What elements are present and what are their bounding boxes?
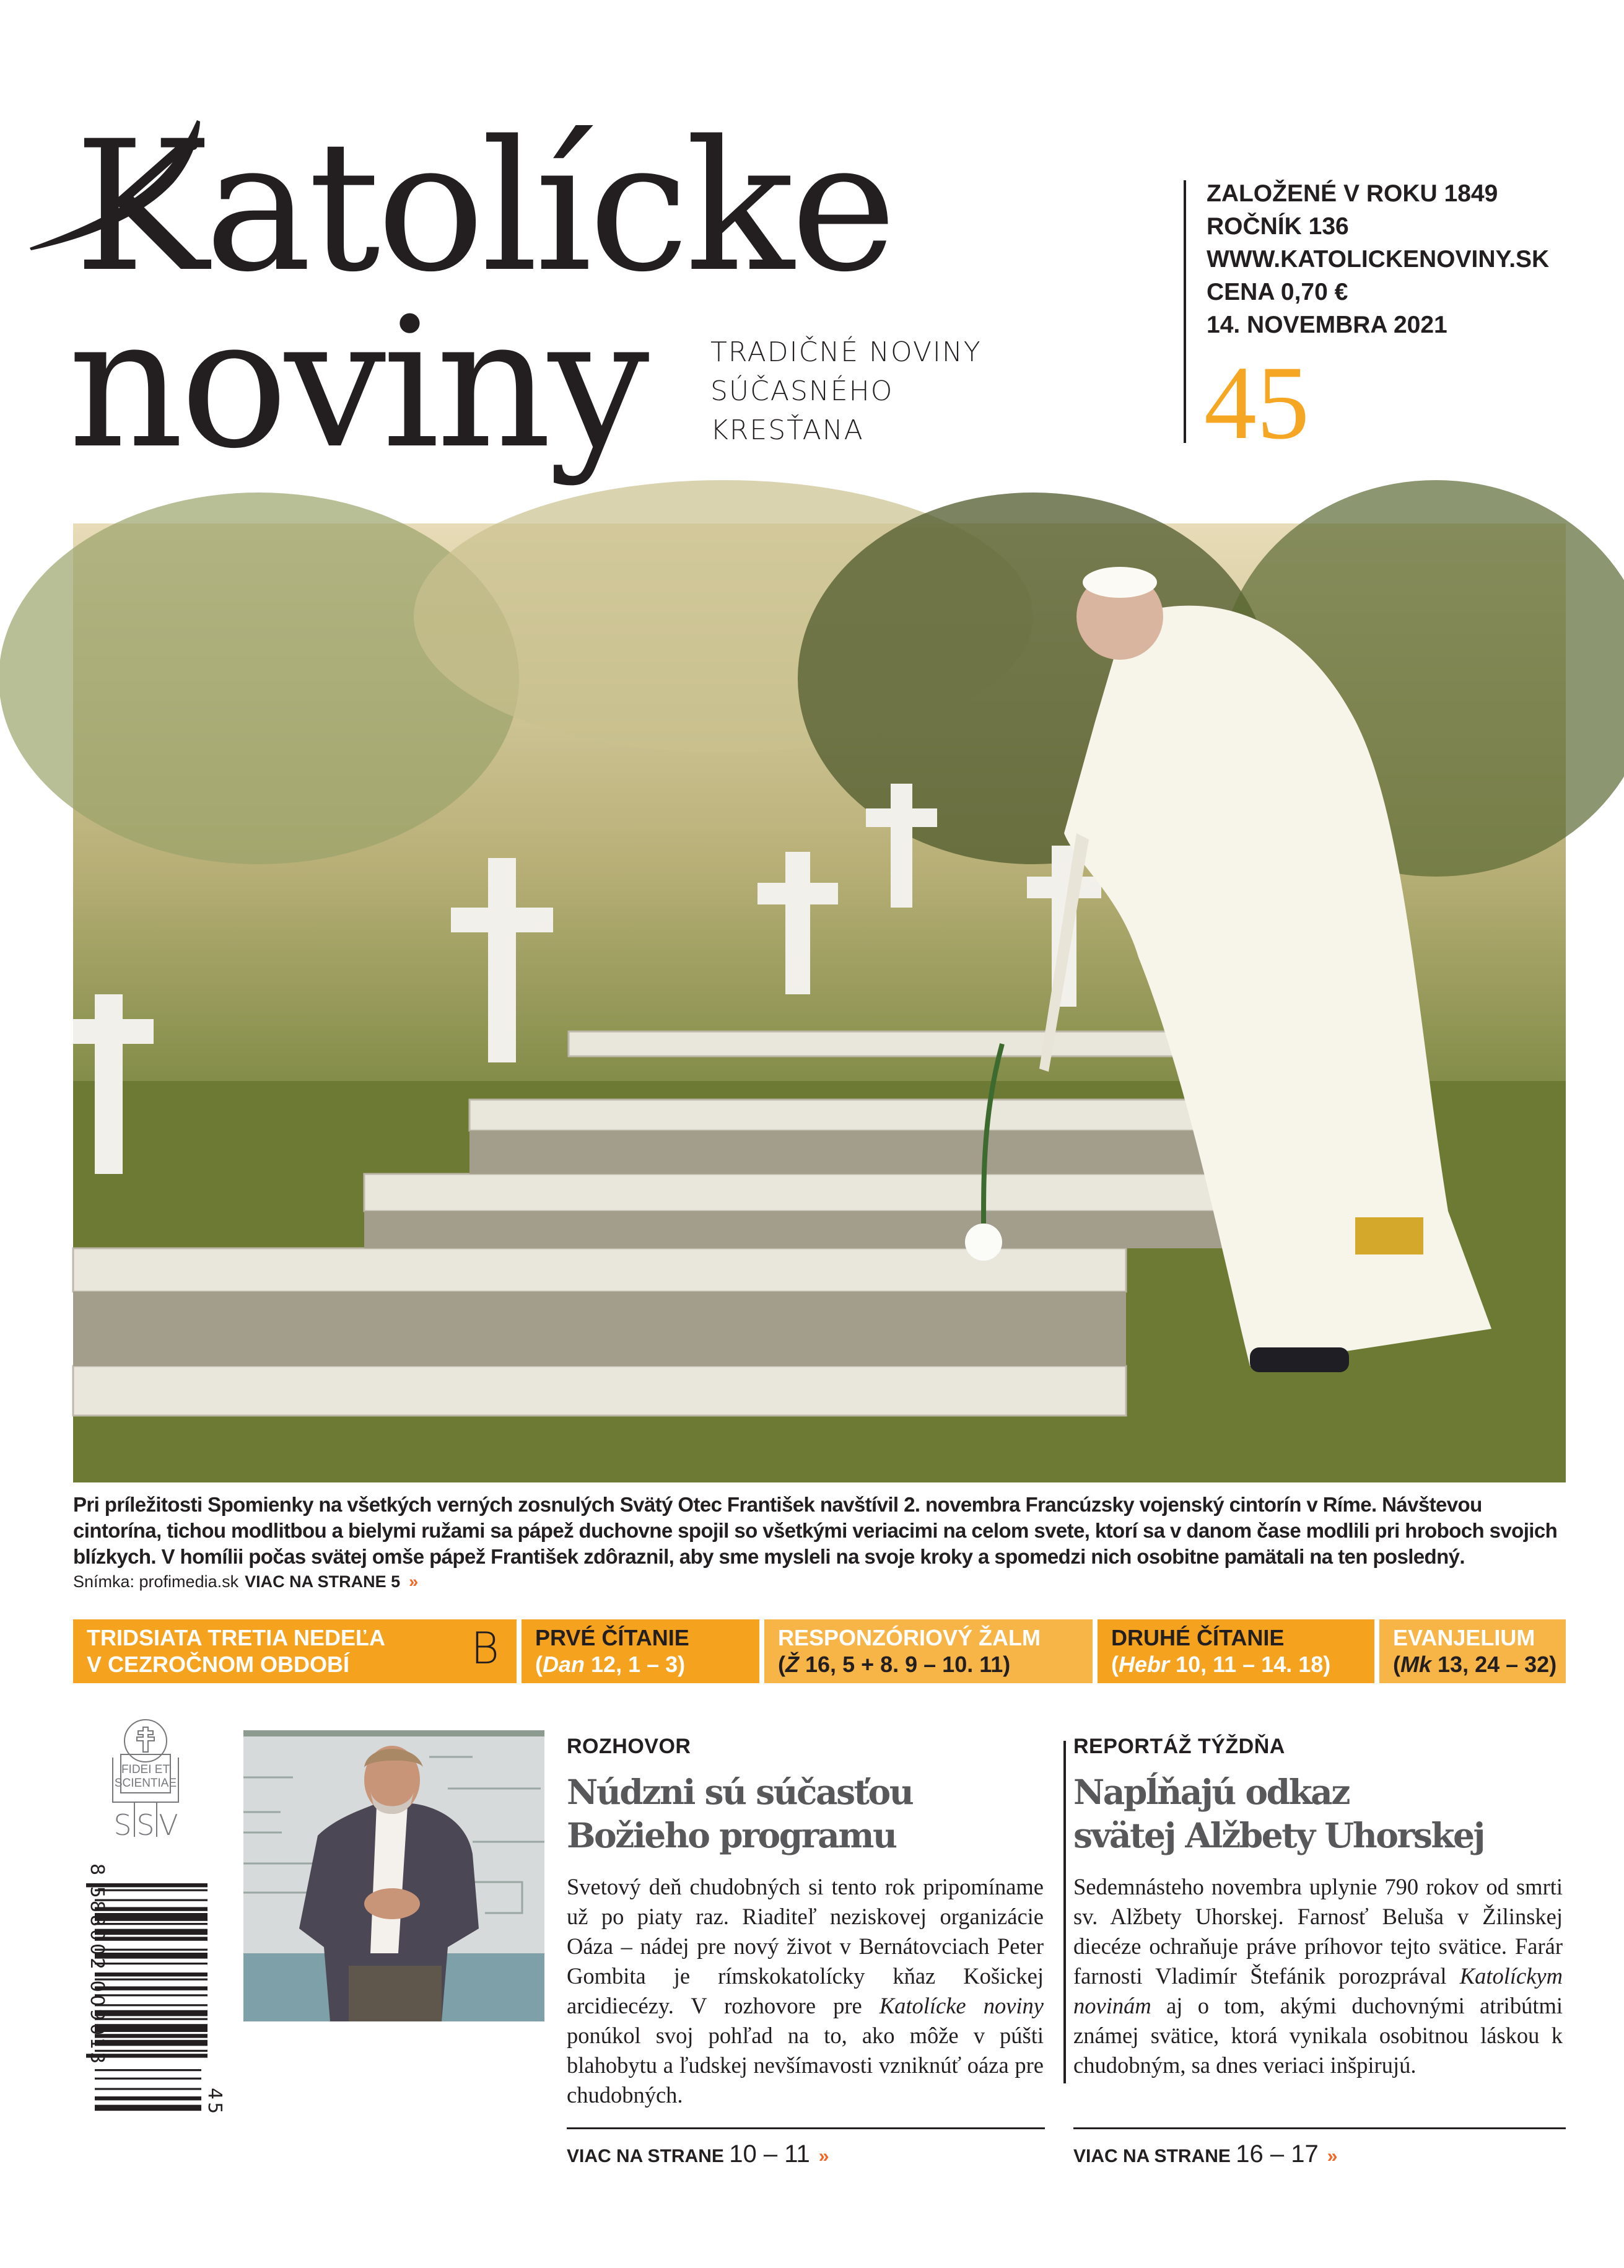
volume-number: ROČNÍK 136 (1207, 213, 1349, 240)
photo-credit-line (73, 1572, 414, 1592)
photo-credit: Snímka: profimedia.sk (73, 1572, 239, 1591)
reading-first (522, 1619, 759, 1683)
sunday-line2: V CEZROČNOM OBDOBÍ (87, 1652, 350, 1677)
interview-photo-illustration (243, 1730, 544, 2021)
barcode-bar (95, 1949, 207, 1951)
masthead-title-line2: noviny (68, 279, 646, 488)
barcode-bar (95, 1923, 207, 1925)
barcode-bar (95, 1986, 207, 1990)
column-divider (1063, 1741, 1066, 2083)
ssv-publisher-logo (102, 1717, 189, 1841)
article-headline[interactable] (1073, 1771, 1563, 1857)
cover-photo (73, 523, 1566, 1482)
logo-letter: S (136, 1808, 155, 1842)
barcode (77, 1859, 225, 2143)
article-more-link[interactable]: VIAC NA STRANE 16 – 17 » (1073, 2140, 1334, 2168)
barcode-bar (95, 2040, 207, 2046)
barcode-bar (95, 1963, 207, 1964)
info-divider (1184, 180, 1186, 443)
logo-letter: S (113, 1808, 132, 1842)
barcode-bar (95, 1889, 207, 1891)
article-more-link[interactable]: VIAC NA STRANE 10 – 11 » (567, 2140, 826, 2168)
article-headline[interactable] (567, 1771, 1050, 1857)
cover-caption: Pri príležitosti Spomienky na všetkých verných zosnulých Svätý Otec František navštívil 2. novembra Francúzsky vojenský cintorín v Ríme. Návštevou cintorína, tichou modlitbou a bielymi ružami sa pápež duchovne spojil so všetkými veriacimi na celom svete, ktorí sa v danom čase modlili pri hroboch svojich blízkych. V homílii počas svätej omše pápež František zdôraznil, aby sme mysleli na svoje kroky a spomedzi nich osobitne pamätali na ten posledný. (73, 1493, 1558, 1568)
barcode-addon-bar (95, 2078, 201, 2080)
chevron-right-icon: » (1327, 2146, 1334, 2166)
liturgical-cycle: B (471, 1623, 499, 1674)
barcode-addon: 45 (204, 2088, 225, 2117)
cover-more-link[interactable]: VIAC NA STRANE 5 (245, 1572, 401, 1591)
barcode-bar (95, 1972, 207, 1976)
barcode-bar (95, 1937, 207, 1940)
headline-line: Núdzni sú súčasťou (567, 1772, 913, 1812)
founded-year: ZALOŽENÉ V ROKU 1849 (1207, 180, 1498, 207)
reading-psalm (764, 1619, 1093, 1683)
chevron-right-icon: » (409, 1572, 415, 1591)
reading-title: RESPONZÓRIOVÝ ŽALM (778, 1625, 1041, 1650)
headline-line: svätej Alžbety Uhorskej (1073, 1815, 1484, 1855)
barcode-addon-bar (95, 2096, 201, 2100)
barcode-bar (95, 2034, 207, 2038)
reading-reference: (Mk 13, 24 – 32) (1393, 1652, 1557, 1677)
headline-line: Napĺňajú odkaz (1073, 1772, 1350, 1812)
issue-info (1207, 177, 1549, 341)
barcode-bar (95, 2024, 207, 2032)
barcode-bar (95, 2050, 207, 2052)
article-kicker: REPORTÁŽ TÝŽDŇA (1073, 1735, 1285, 1758)
barcode-bar (95, 1953, 207, 1959)
barcode-bar (95, 1929, 207, 1935)
liturgy-sunday (73, 1619, 517, 1683)
barcode-bar (95, 2004, 207, 2006)
barcode-bar (95, 1907, 207, 1911)
reading-title: DRUHÉ ČÍTANIE (1111, 1625, 1285, 1650)
reading-gospel (1379, 1619, 1566, 1683)
reading-title: PRVÉ ČÍTANIE (535, 1625, 689, 1650)
barcode-digits: 8 588002 009013 (86, 1863, 108, 2067)
barcode-bar (95, 1913, 207, 1921)
barcode-bar (95, 1899, 207, 1901)
article-kicker: ROZHOVOR (567, 1735, 691, 1758)
tagline-line: KRESŤANA (710, 414, 864, 446)
logo-motto-line: FIDEI ET (121, 1763, 170, 1776)
logo-letter: V (159, 1808, 178, 1842)
reading-second (1098, 1619, 1374, 1683)
price: CENA 0,70 € (1207, 279, 1348, 305)
masthead-tagline (710, 333, 982, 450)
article-body: Svetový deň chudobných si tento rok pripomíname už po piaty raz. Riaditeľ neziskovej organizácie Oáza – nádej pre nový život v Bernátovciach Peter Gombita je rímskokatolícky kňaz Košickej arcidiecézy. V rozhovore pre Katolícke noviny ponúkol svoj pohľad na to, ako môže v púšti blahobytu a ľudskej nevšímavosti vzniknúť oáza pre chudobných. (567, 1874, 1044, 2108)
headline-line: Božieho programu (567, 1815, 896, 1855)
reading-reference: (Dan 12, 1 – 3) (535, 1652, 686, 1677)
cover-photo-illustration (73, 523, 1566, 1482)
reading-reference: (Hebr 10, 11 – 14. 18) (1111, 1652, 1331, 1677)
interview-photo (243, 1730, 544, 2021)
issue-date: 14. NOVEMBRA 2021 (1207, 312, 1447, 338)
website-link[interactable]: WWW.KATOLICKENOVINY.SK (1207, 246, 1550, 273)
tagline-line: TRADIČNÉ NOVINY (710, 336, 982, 368)
barcode-bar (95, 1994, 207, 1996)
barcode-addon-bar (95, 2105, 201, 2111)
barcode-addon-bar (95, 2069, 201, 2071)
article-rule (567, 2127, 1045, 2129)
issue-number: 45 (1204, 344, 1309, 461)
reading-reference: (Ž 16, 5 + 8. 9 – 10. 11) (778, 1652, 1011, 1677)
chevron-right-icon: » (818, 2146, 826, 2166)
barcode-bar (95, 2010, 207, 2016)
article-rule (1073, 2127, 1566, 2129)
barcode-bar (95, 2018, 207, 2020)
masthead-title-line1: Katolícke (74, 103, 893, 312)
barcode-addon-bar (95, 2088, 201, 2090)
tagline-line: SÚČASNÉHO (710, 375, 894, 407)
sunday-line1: TRIDSIATA TRETIA NEDEĽA (87, 1625, 385, 1650)
article-body: Sedemnásteho novembra uplynie 790 rokov od smrti sv. Alžbety Uhorskej. Farnosť Beluša v Žilinskej diecéze ochraňuje práve príhovor tejto svätice. Farár farnosti Vladimír Štefánik porozprával Katolíckym novinám aj o tom, akými duchovnými atribútmi známej svätice, ktorá vynikala osobitnou láskou k chudobným, sa dnes veriaci inšpirujú. (1073, 1874, 1563, 2078)
barcode-bar (95, 1979, 207, 1981)
logo-motto-line: SCIENTIAE (114, 1777, 177, 1790)
reading-title: EVANJELIUM (1393, 1625, 1535, 1650)
